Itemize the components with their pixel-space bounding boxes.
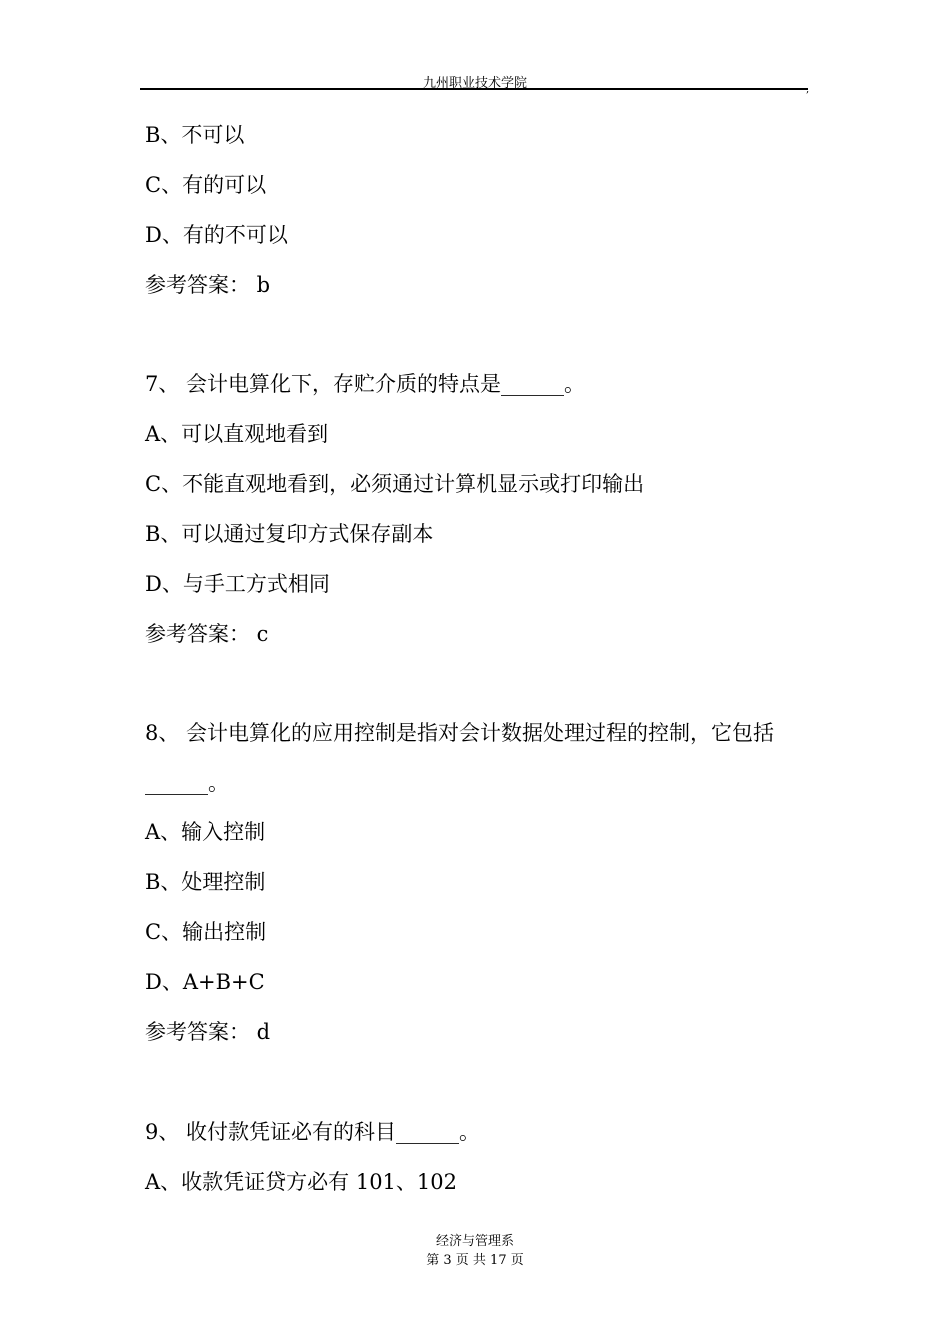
question-8: 8、 会计电算化的应用控制是指对会计数据处理过程的控制，它包括 [145, 721, 775, 745]
option-a-q8: A、输入控制 [145, 820, 266, 844]
answer-q7: 参考答案： c [145, 622, 269, 646]
option-c-q6: C、有的可以 [145, 173, 267, 197]
answer-q6: 参考答案： b [145, 273, 271, 297]
footer-page-info: 第 3 页 共 17 页 [426, 1253, 524, 1268]
option-d-q6: D、有的不可以 [145, 223, 288, 247]
option-d-q7: D、与手工方式相同 [145, 572, 330, 596]
footer-department: 经济与管理系 [435, 1234, 514, 1249]
question-7: 7、 会计电算化下，存贮介质的特点是______。 [145, 372, 586, 396]
option-b-q7: B、可以通过复印方式保存副本 [145, 522, 434, 546]
option-a-q9: A、收款凭证贷方必有 101、102 [145, 1170, 458, 1194]
question-9: 9、 收付款凭证必有的科目______。 [145, 1120, 481, 1144]
header-title: 九州职业技术学院 [422, 76, 527, 91]
header-rule [140, 88, 808, 90]
option-a-q7: A、可以直观地看到 [145, 422, 329, 446]
answer-q8: 参考答案： d [145, 1020, 271, 1044]
option-d-q8: D、A+B+C [145, 970, 265, 994]
option-b-q8: B、处理控制 [145, 870, 266, 894]
option-c-q8: C、输出控制 [145, 920, 267, 944]
option-b-q6: B、不可以 [145, 123, 245, 147]
header-tick: , [806, 84, 810, 95]
question-8-continued: ______。 [145, 771, 229, 795]
option-c-q7: C、不能直观地看到，必须通过计算机显示或打印输出 [145, 472, 645, 496]
